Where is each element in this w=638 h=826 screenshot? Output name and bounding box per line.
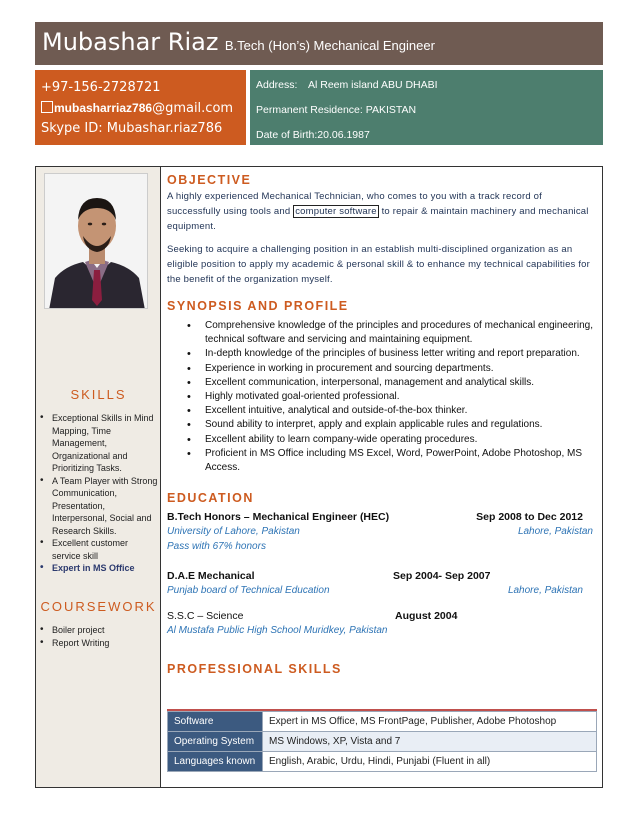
objective-text-a: A highly experienced Mechanical Technician, who comes to you with a track record of successfully using tools and	[167, 191, 542, 217]
table-row	[168, 732, 597, 752]
profile-photo	[44, 173, 148, 309]
btech-location: Lahore, Pakistan	[517, 526, 593, 538]
coursework-title: COURSEWORK	[40, 599, 157, 614]
objective-paragraph-2: Seeking to acquire a challenging position in an establish multi-disciplined organization as an eligible position to apply my academic & personal skill & to enhance my technical capabilities for the benefit of the organization myself.	[167, 244, 591, 285]
objective-paragraph-1	[167, 189, 597, 234]
btech-grade: Pass with 67% honors	[167, 541, 266, 553]
list-item: • Boiler project	[40, 624, 158, 637]
list-item: • Experience in working in procurement and sourcing departments.	[187, 362, 597, 376]
phone-number: +97-156-2728721	[41, 80, 161, 95]
table-row	[168, 752, 597, 772]
sidebar	[36, 167, 161, 787]
education-title: EDUCATION	[167, 491, 254, 506]
dae-institution: Punjab board of Technical Education	[167, 585, 330, 597]
address-line	[256, 73, 603, 98]
ssc-date: August 2004	[395, 610, 458, 623]
btech-institution: University of Lahore, Pakistan	[167, 526, 300, 538]
skills-title: SKILLS	[70, 387, 127, 402]
resume-body	[35, 166, 603, 788]
list-item: • Sound ability to interpret, apply and explain applicable rules and regulations.	[187, 418, 597, 432]
main-content	[167, 173, 597, 678]
list-item: • A Team Player with Strong Communication, Presentation, Interpersonal, Social and Research Skills.	[40, 475, 158, 538]
list-item: • Excellent intuitive, analytical and outside-of-the-box thinker.	[187, 404, 597, 418]
table-cell-label: Operating System	[168, 732, 263, 752]
ssc-title: S.S.C – Science	[167, 610, 244, 623]
objective-boxed-text: computer software	[295, 206, 377, 217]
skype-id: Skype ID: Mubashar.riaz786	[41, 121, 223, 136]
list-item: • Excellent customer service skill	[40, 537, 158, 562]
education-section	[167, 511, 597, 640]
list-item: • Excellent ability to learn company-wide operating procedures.	[187, 433, 597, 447]
objective-title: OBJECTIVE	[167, 173, 252, 187]
email-line[interactable]	[41, 98, 246, 119]
table-cell-label: Languages known	[168, 752, 263, 772]
dae-date: Sep 2004- Sep 2007	[393, 570, 491, 583]
email-user: mubasharriaz786	[54, 101, 153, 115]
list-item: • Highly motivated goal-oriented professional.	[187, 390, 597, 404]
checkbox-icon	[41, 101, 53, 113]
btech-inst-row	[167, 526, 597, 541]
coursework-list	[40, 624, 158, 649]
list-item: • Expert in MS Office	[40, 562, 158, 575]
table-cell-value: English, Arabic, Urdu, Hindi, Punjabi (Fluent in all)	[263, 752, 597, 772]
name-bar	[35, 22, 603, 65]
list-item: • In-depth knowledge of the principles of business letter writing and report preparation.	[187, 347, 597, 361]
table-cell-label: Software	[168, 712, 263, 732]
permanent-residence: Permanent Residence: PAKISTAN	[256, 104, 417, 116]
dae-title: D.A.E Mechanical	[167, 570, 255, 583]
contact-box-orange	[35, 70, 246, 145]
table-row	[168, 712, 597, 732]
dae-row	[167, 570, 597, 585]
ssc-row	[167, 610, 597, 625]
professional-skills-title: PROFESSIONAL SKILLS	[167, 662, 342, 677]
address-value: Al Reem island ABU DHABI	[308, 79, 438, 91]
dae-inst-row	[167, 585, 597, 600]
synopsis-title: SYNOPSIS AND PROFILE	[167, 299, 349, 313]
contact-box-teal	[250, 70, 603, 145]
dae-location: Lahore, Pakistan	[507, 585, 583, 597]
ssc-institution: Al Mustafa Public High School Muridkey, Pakistan	[167, 625, 388, 637]
ssc-inst-row	[167, 625, 597, 640]
candidate-degree: B.Tech (Hon’s) Mechanical Engineer	[224, 38, 435, 53]
list-item: • Excellent communication, interpersonal, management and analytical skills.	[187, 376, 597, 390]
synopsis-list	[187, 319, 597, 475]
list-item: • Comprehensive knowledge of the principles and procedures of mechanical engineering, technical software and servicing and maintaining equipment.	[187, 319, 597, 347]
list-item: • Proficient in MS Office including MS Excel, Word, PowerPoint, Adobe Photoshop, MS Access.	[187, 447, 597, 475]
professional-skills-table	[167, 711, 597, 772]
btech-title: B.Tech Honors – Mechanical Engineer (HEC)	[167, 511, 390, 524]
email-domain: @gmail.com	[152, 101, 234, 116]
btech-grade-row	[167, 541, 597, 556]
address-label: Address:	[256, 79, 298, 91]
candidate-name: Mubashar Riaz	[42, 28, 219, 56]
objective-text-b: to repair & maintain machinery and mechanical equipment.	[167, 206, 589, 232]
skills-list	[40, 412, 158, 575]
btech-date: Sep 2008 to Dec 2012	[476, 511, 583, 524]
table-cell-value: Expert in MS Office, MS FrontPage, Publisher, Adobe Photoshop	[263, 712, 597, 732]
date-of-birth: Date of Birth:20.06.1987	[256, 129, 370, 141]
list-item: • Exceptional Skills in Mind Mapping, Time Management, Organizational and Prioritizing Tasks.	[40, 412, 158, 475]
table-cell-value: MS Windows, XP, Vista and 7	[263, 732, 597, 752]
list-item: • Report Writing	[40, 637, 158, 650]
btech-row	[167, 511, 597, 526]
